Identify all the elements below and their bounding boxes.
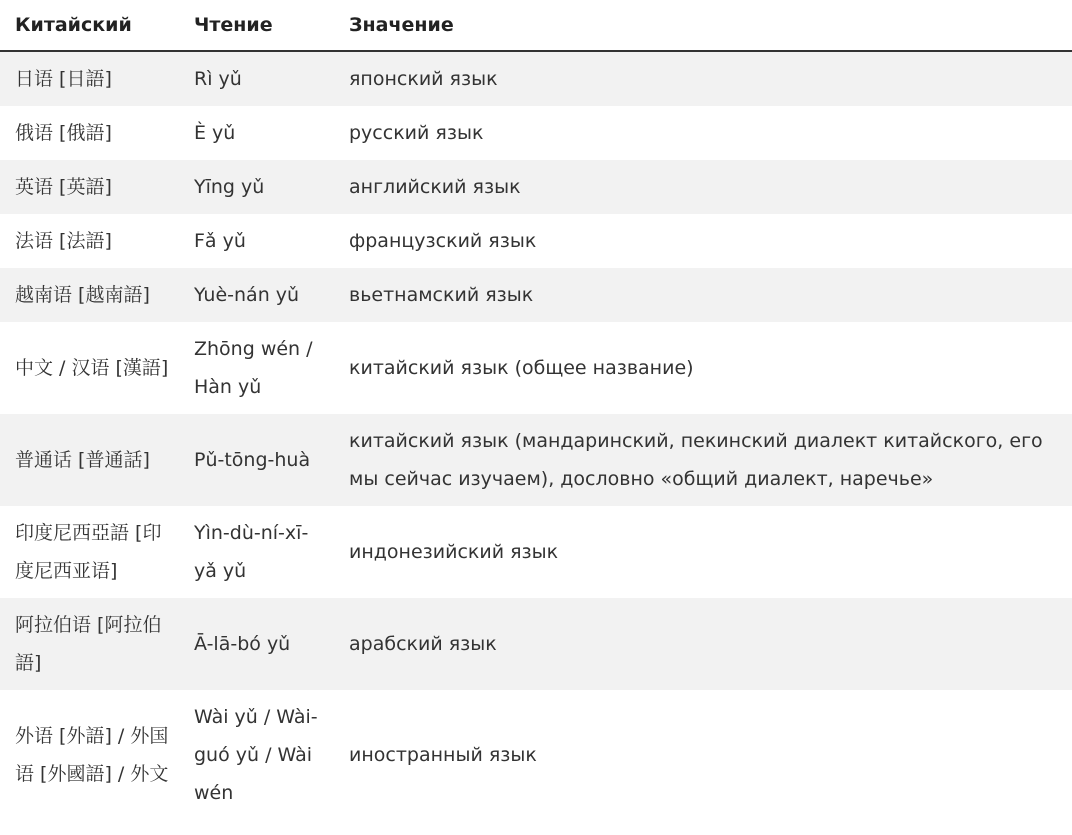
- cell-reading: Rì yǔ: [179, 51, 334, 106]
- cell-chinese: 英语 [英語]: [0, 160, 179, 214]
- cell-meaning: английский язык: [334, 160, 1072, 214]
- table-row: [0, 106, 1072, 160]
- cell-chinese: 印度尼西亞語 [印度尼西亚语]: [0, 506, 179, 598]
- cell-reading: Zhōng wén / Hàn yǔ: [179, 322, 334, 414]
- cell-chinese: 普通话 [普通話]: [0, 414, 179, 506]
- cell-meaning: индонезийский язык: [334, 506, 1072, 598]
- cell-reading: Fǎ yǔ: [179, 214, 334, 268]
- cell-chinese: 法语 [法語]: [0, 214, 179, 268]
- table-row: [0, 598, 1072, 690]
- cell-reading: Yìn-dù-ní-xī-yǎ yǔ: [179, 506, 334, 598]
- cell-meaning: французский язык: [334, 214, 1072, 268]
- cell-meaning: иностранный язык: [334, 690, 1072, 820]
- cell-chinese: 俄语 [俄語]: [0, 106, 179, 160]
- table-row: [0, 414, 1072, 506]
- cell-meaning: русский язык: [334, 106, 1072, 160]
- table-row: [0, 51, 1072, 106]
- cell-meaning: китайский язык (мандаринский, пекинский диалект китайского, его мы сейчас изучаем), дословно «общий диалект, наречье»: [334, 414, 1072, 506]
- table-header: [0, 0, 1072, 51]
- header-meaning: Значение: [334, 0, 1072, 51]
- cell-reading: Pǔ-tōng-huà: [179, 414, 334, 506]
- header-reading: Чтение: [179, 0, 334, 51]
- cell-chinese: 中文 / 汉语 [漢語]: [0, 322, 179, 414]
- cell-chinese: 外语 [外語] / 外国语 [外國語] / 外文: [0, 690, 179, 820]
- cell-reading: Wài yǔ / Wài-guó yǔ / Wài wén: [179, 690, 334, 820]
- table-row: [0, 160, 1072, 214]
- cell-chinese: 越南语 [越南語]: [0, 268, 179, 322]
- cell-meaning: китайский язык (общее название): [334, 322, 1072, 414]
- cell-reading: È yǔ: [179, 106, 334, 160]
- table-row: [0, 214, 1072, 268]
- cell-chinese: 日语 [日語]: [0, 51, 179, 106]
- table-row: [0, 268, 1072, 322]
- cell-reading: Yīng yǔ: [179, 160, 334, 214]
- cell-reading: Yuè-nán yǔ: [179, 268, 334, 322]
- header-chinese: Китайский: [0, 0, 179, 51]
- cell-reading: Ā-lā-bó yǔ: [179, 598, 334, 690]
- table-row: [0, 322, 1072, 414]
- header-row: [0, 0, 1072, 51]
- cell-chinese: 阿拉伯语 [阿拉伯語]: [0, 598, 179, 690]
- cell-meaning: арабский язык: [334, 598, 1072, 690]
- cell-meaning: вьетнамский язык: [334, 268, 1072, 322]
- table-body: [0, 51, 1072, 820]
- table-row: [0, 506, 1072, 598]
- cell-meaning: японский язык: [334, 51, 1072, 106]
- table-row: [0, 690, 1072, 820]
